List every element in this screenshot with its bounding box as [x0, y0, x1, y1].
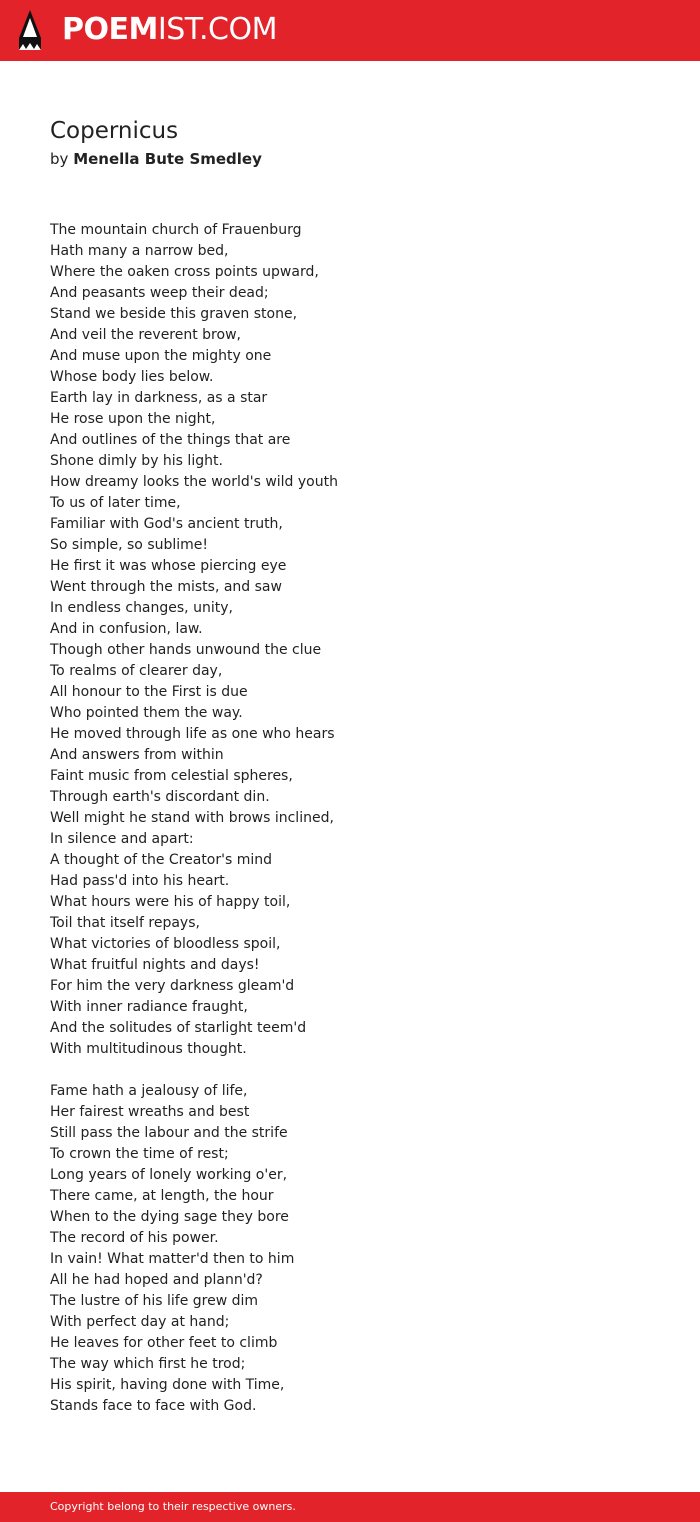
poem-line: The way which first he trod; — [50, 1356, 246, 1372]
poem-line: Her fairest wreaths and best — [50, 1104, 250, 1120]
site-logo[interactable] — [62, 11, 277, 49]
poem-stanza — [50, 1081, 650, 1417]
poem-line: In vain! What matter'd then to him — [50, 1251, 295, 1267]
poem-line: Stands face to face with God. — [50, 1398, 257, 1414]
poem-line: He rose upon the night, — [50, 411, 216, 427]
poem-line: And peasants weep their dead; — [50, 285, 269, 301]
poem-line: What victories of bloodless spoil, — [50, 936, 281, 952]
poem-line: So simple, so sublime! — [50, 537, 209, 553]
logo-text-light: IST.COM — [157, 12, 277, 47]
poem-line: A thought of the Creator's mind — [50, 852, 273, 868]
poem-line: He moved through life as one who hears — [50, 726, 335, 742]
poem-line: And in confusion, law. — [50, 621, 203, 637]
poem-line: To crown the time of rest; — [50, 1146, 229, 1162]
poem-stanza — [50, 220, 650, 1060]
poem-line: Long years of lonely working o'er, — [50, 1167, 288, 1183]
poem-line: And answers from within — [50, 747, 224, 763]
poem-line: There came, at length, the hour — [50, 1188, 274, 1204]
site-header — [0, 0, 700, 61]
poem-line: Toil that itself repays, — [50, 915, 200, 931]
poem-line: With multitudinous thought. — [50, 1041, 247, 1057]
site-footer — [0, 1492, 700, 1522]
poem-line: With inner radiance fraught, — [50, 999, 248, 1015]
poem-line: Through earth's discordant din. — [50, 789, 270, 805]
poem-line: Went through the mists, and saw — [50, 579, 282, 595]
poem-title: Copernicus — [50, 118, 179, 144]
poem-line: Had pass'd into his heart. — [50, 873, 230, 889]
poem-line: And the solitudes of starlight teem'd — [50, 1020, 307, 1036]
poem-line: Hath many a narrow bed, — [50, 243, 229, 259]
poem-line: In endless changes, unity, — [50, 600, 233, 616]
poem-line: The lustre of his life grew dim — [50, 1293, 259, 1309]
poem-line: And outlines of the things that are — [50, 432, 291, 448]
poem-line: The mountain church of Frauenburg — [50, 222, 302, 238]
poem-line: Whose body lies below. — [50, 369, 214, 385]
pencil-logo-icon[interactable] — [18, 9, 42, 51]
copyright-text: Copyright belong to their respective owners. — [50, 1500, 296, 1513]
poem-line: Fame hath a jealousy of life, — [50, 1083, 248, 1099]
poem-line: Faint music from celestial spheres, — [50, 768, 293, 784]
poem-line: What hours were his of happy toil, — [50, 894, 291, 910]
poem-line: All honour to the First is due — [50, 684, 248, 700]
poem-line: How dreamy looks the world's wild youth — [50, 474, 338, 490]
poem-line: Familiar with God's ancient truth, — [50, 516, 283, 532]
poem-line: When to the dying sage they bore — [50, 1209, 289, 1225]
poem-line: With perfect day at hand; — [50, 1314, 230, 1330]
poem-line: And veil the reverent brow, — [50, 327, 241, 343]
poem-line: Still pass the labour and the strife — [50, 1125, 288, 1141]
poem-line: Shone dimly by his light. — [50, 453, 223, 469]
logo-text-bold: POEM — [62, 12, 158, 47]
poem-line: Earth lay in darkness, as a star — [50, 390, 268, 406]
poem-line: He first it was whose piercing eye — [50, 558, 287, 574]
poem-line: What fruitful nights and days! — [50, 957, 260, 973]
poem-content — [50, 115, 650, 1438]
poem-line: His spirit, having done with Time, — [50, 1377, 285, 1393]
poem-line: All he had hoped and plann'd? — [50, 1272, 263, 1288]
poem-line: For him the very darkness gleam'd — [50, 978, 295, 994]
poem-line: The record of his power. — [50, 1230, 219, 1246]
poem-line: Who pointed them the way. — [50, 705, 243, 721]
poem-body — [50, 220, 650, 1417]
byline — [50, 148, 650, 170]
author-name: Menella Bute Smedley — [73, 150, 262, 168]
poem-line: To us of later time, — [50, 495, 181, 511]
poem-line: He leaves for other feet to climb — [50, 1335, 278, 1351]
poem-line: Though other hands unwound the clue — [50, 642, 322, 658]
byline-prefix: by — [50, 150, 69, 168]
poem-line: In silence and apart: — [50, 831, 194, 847]
poem-line: Where the oaken cross points upward, — [50, 264, 319, 280]
poem-line: To realms of clearer day, — [50, 663, 223, 679]
poem-line: And muse upon the mighty one — [50, 348, 272, 364]
poem-line: Well might he stand with brows inclined, — [50, 810, 334, 826]
poem-line: Stand we beside this graven stone, — [50, 306, 298, 322]
